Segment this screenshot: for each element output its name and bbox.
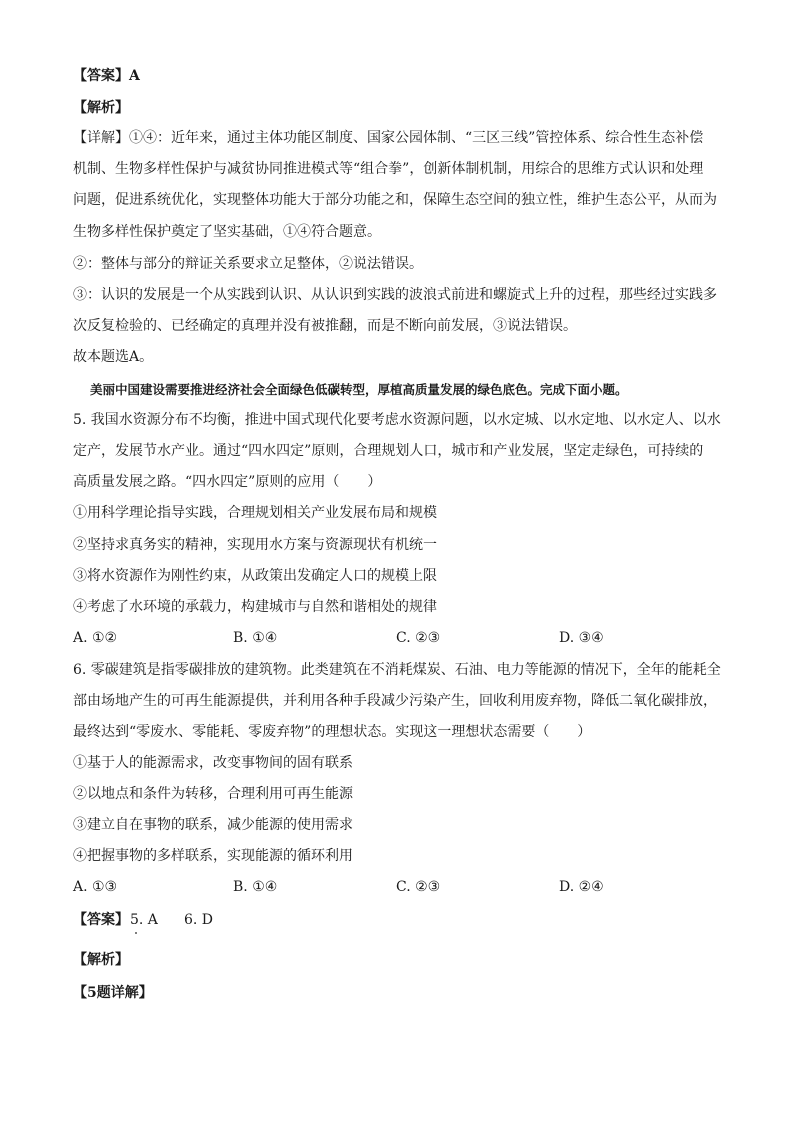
q5-detail-label: 【5题详解】 xyxy=(73,985,153,1001)
q5-item: ②坚持求真务实的精神，实现用水方案与资源现状有机统一 xyxy=(73,537,437,553)
detail-line: 问题，促进系统优化，实现整体功能大于部分功能之和，保障生态空间的独立性，维护生态公平，从而为 xyxy=(73,192,717,208)
material-intro: 美丽中国建设需要推进经济社会全面绿色低碳转型，厚植高质量发展的绿色底色。完成下面小题。 xyxy=(90,382,628,397)
q6-stem-line: 部由场地产生的可再生能源提供，并利用各种手段减少污染产生，回收利用废弃物，降低二氧化碳排放， xyxy=(73,693,717,709)
bottom-answer-5: 5. A xyxy=(130,912,158,928)
point-3-line: 次反复检验的、已经确定的真理并没有被推翻，而是不断向前发展，③说法错误。 xyxy=(73,318,577,334)
q6-option-c: C. ②③ xyxy=(396,879,441,895)
q6-item: ④把握事物的多样联系，实现能源的循环利用 xyxy=(73,848,353,864)
q5-stem-line: 定产，发展节水产业。通过“四水四定”原则，合理规划人口，城市和产业发展，坚定走绿色，可持续的 xyxy=(73,443,704,459)
q5-stem-line: 5. 我国水资源分布不均衡，推进中国式现代化要考虑水资源问题，以水定城、以水定地、以水定人、以水 xyxy=(73,412,721,428)
bottom-answer-6: 6. D xyxy=(184,912,214,928)
point-3-line: ③：认识的发展是一个从实践到认识、从认识到实践的波浪式前进和螺旋式上升的过程，那些经过实践多 xyxy=(73,287,717,303)
q5-stem-line: 高质量发展之路。“四水四定”原则的应用（ ） xyxy=(73,474,382,490)
detail-line: 【详解】①④：近年来，通过主体功能区制度、国家公园体制、“三区三线”管控体系、综合性生态补偿 xyxy=(73,130,704,146)
q6-item: ①基于人的能源需求，改变事物间的固有联系 xyxy=(73,755,353,771)
q6-option-d: D. ②④ xyxy=(559,879,604,895)
bottom-answer-label: 【答案】 xyxy=(73,912,129,928)
q5-option-c: C. ②③ xyxy=(396,630,441,646)
detail-line: 生物多样性保护奠定了坚实基础，①④符合题意。 xyxy=(73,224,381,240)
q6-option-b: B. ①④ xyxy=(233,879,278,895)
conclusion: 故本题选A。 xyxy=(73,349,154,365)
q6-option-a: A. ①③ xyxy=(73,879,118,895)
q5-option-d: D. ③④ xyxy=(559,630,604,646)
q5-option-b: B. ①④ xyxy=(233,630,278,646)
bottom-analysis-label: 【解析】 xyxy=(73,952,129,968)
q5-item: ③将水资源作为刚性约束，从政策出发确定人口的规模上限 xyxy=(73,568,437,584)
q6-stem-line: 6. 零碳建筑是指零碳排放的建筑物。此类建筑在不消耗煤炭、石油、电力等能源的情况下，全年的能耗全 xyxy=(73,662,721,678)
q6-item: ③建立自在事物的联系，减少能源的使用需求 xyxy=(73,817,353,833)
detail-line: 机制、生物多样性保护与减贫协同推进模式等“组合拳”，创新体制机制，用综合的思维方式认识和处理 xyxy=(73,161,704,177)
q5-option-a: A. ①② xyxy=(73,630,118,646)
q5-item: ④考虑了水环境的承载力，构建城市与自然和谐相处的规律 xyxy=(73,599,437,615)
underline-mark xyxy=(135,932,137,934)
point-2: ②：整体与部分的辩证关系要求立足整体，②说法错误。 xyxy=(73,256,423,272)
analysis-label: 【解析】 xyxy=(73,100,129,116)
q6-stem-line: 最终达到“零废水、零能耗、零废弃物”的理想状态。实现这一理想状态需要（ ） xyxy=(73,724,592,740)
q6-item: ②以地点和条件为转移，合理利用可再生能源 xyxy=(73,786,353,802)
q5-item: ①用科学理论指导实践，合理规划相关产业发展布局和规模 xyxy=(73,505,437,521)
answer-label: 【答案】A xyxy=(73,68,140,84)
